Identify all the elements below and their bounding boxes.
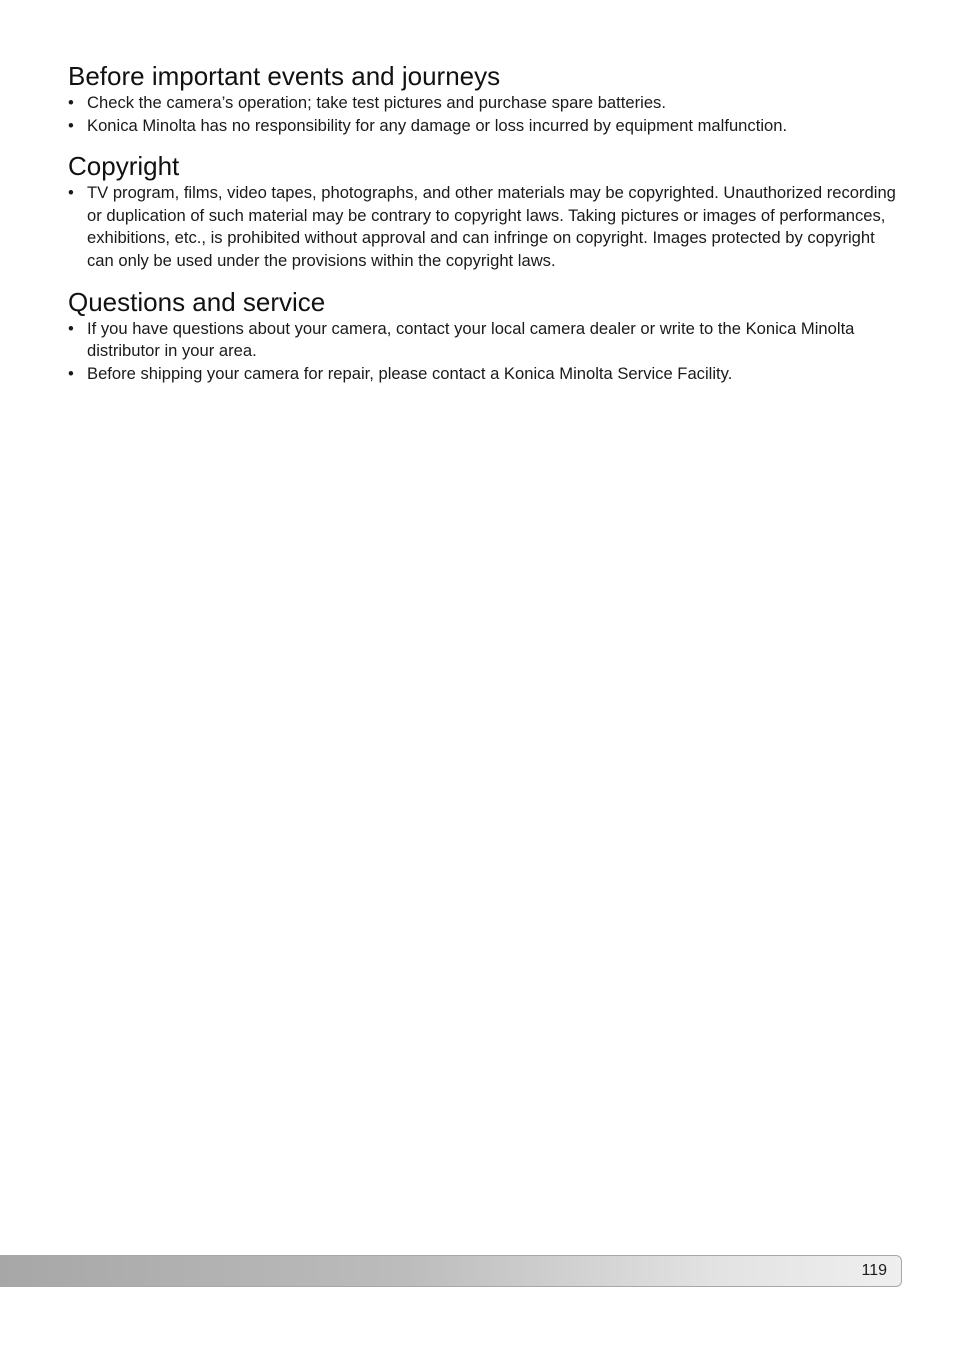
bullet-icon: • <box>68 93 74 112</box>
list-item-text: Konica Minolta has no responsibility for any damage or loss incurred by equipment malfunction. <box>87 115 788 135</box>
section-questions-service <box>68 286 898 386</box>
bullet-list <box>68 92 898 137</box>
bullet-list <box>68 318 898 386</box>
page-content <box>68 60 898 385</box>
bullet-icon: • <box>68 363 74 383</box>
section-heading: Copyright <box>68 151 180 182</box>
list-item-text: TV program, films, video tapes, photographs, and other materials may be copyrighted. Unauthorized recording or duplication of such material may be contrary to copyright laws. Taking pictures or images of performances, exhibitions, etc., is prohibited without approval and can infringe on copyright. Images protected by copyright can only be used under the provisions within the copyright laws. <box>87 183 896 270</box>
list-item-text: Before shipping your camera for repair, please contact a Konica Minolta Service Facility. <box>87 363 733 383</box>
list-item <box>68 318 898 363</box>
list-item <box>68 115 898 138</box>
bullet-icon: • <box>68 115 74 135</box>
list-item <box>68 182 898 272</box>
bullet-list <box>68 182 898 272</box>
list-item <box>68 92 898 115</box>
section-heading: Before important events and journeys <box>68 61 501 91</box>
bullet-icon: • <box>68 318 74 338</box>
section-before-events <box>68 60 898 137</box>
section-copyright <box>68 150 898 272</box>
page-number: 119 <box>861 1262 887 1279</box>
section-heading: Questions and service <box>68 286 326 317</box>
footer-bar <box>0 1255 902 1287</box>
list-item <box>68 363 898 386</box>
list-item-text: If you have questions about your camera, contact your local camera dealer or write to the Konica Minolta distributor in your area. <box>87 318 855 361</box>
bullet-icon: • <box>68 183 74 203</box>
list-item-text: Check the camera’s operation; take test pictures and purchase spare batteries. <box>87 93 666 112</box>
